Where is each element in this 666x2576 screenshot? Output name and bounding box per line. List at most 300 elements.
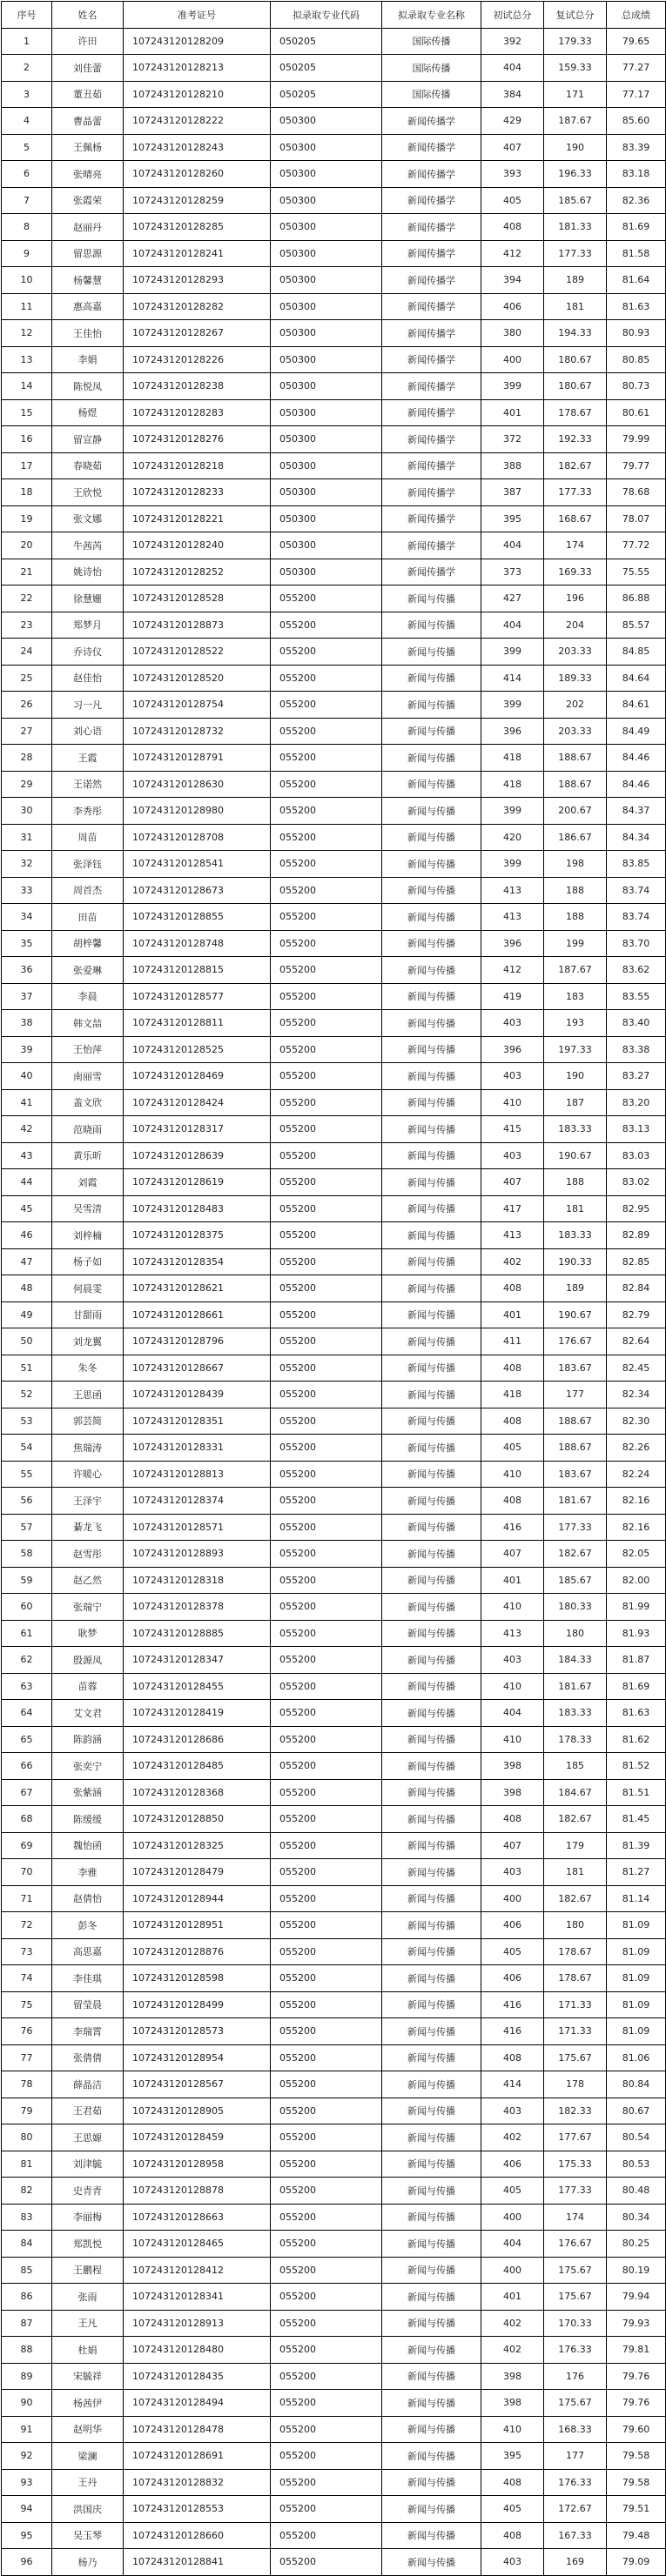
- table-row: [2, 1912, 666, 1939]
- name-cell: 杨茜伊: [52, 2390, 124, 2417]
- retest-score-cell: 169: [544, 2549, 607, 2576]
- initial-score-cell: 413: [481, 877, 544, 904]
- exam-id-cell: 107243120128455: [124, 1673, 271, 1700]
- index-cell: 16: [2, 426, 52, 453]
- initial-score-cell: 403: [481, 2549, 544, 2576]
- index-cell: 33: [2, 877, 52, 904]
- retest-score-cell: 175.67: [544, 2284, 607, 2311]
- total-score-cell: 84.34: [607, 824, 666, 851]
- name-cell: 梁澜: [52, 2443, 124, 2470]
- major-code-cell: 055200: [271, 2124, 382, 2151]
- index-cell: 44: [2, 1169, 52, 1196]
- retest-score-cell: 177.67: [544, 2124, 607, 2151]
- total-score-cell: 79.77: [607, 452, 666, 479]
- initial-score-cell: 408: [481, 2469, 544, 2496]
- major-name-cell: 新闻与传播: [382, 824, 481, 851]
- total-score-cell: 80.25: [607, 2231, 666, 2258]
- table-row: [2, 1567, 666, 1594]
- major-name-cell: 新闻与传播: [382, 2284, 481, 2311]
- table-row: [2, 81, 666, 108]
- initial-score-cell: 400: [481, 1885, 544, 1912]
- total-score-cell: 80.48: [607, 2178, 666, 2205]
- index-cell: 3: [2, 81, 52, 108]
- table-row: [2, 1355, 666, 1382]
- total-score-cell: 82.64: [607, 1328, 666, 1355]
- name-cell: 王怡萍: [52, 1036, 124, 1063]
- retest-score-cell: 181.33: [544, 214, 607, 241]
- exam-id-cell: 107243120128240: [124, 532, 271, 559]
- retest-score-cell: 169.33: [544, 559, 607, 585]
- table-row: [2, 2549, 666, 2576]
- major-name-cell: 新闻与传播: [382, 1620, 481, 1647]
- table-row: [2, 1036, 666, 1063]
- total-score-cell: 79.93: [607, 2310, 666, 2337]
- initial-score-cell: 418: [481, 745, 544, 772]
- table-row: [2, 2178, 666, 2205]
- index-cell: 5: [2, 134, 52, 161]
- name-cell: 周首杰: [52, 877, 124, 904]
- total-score-cell: 84.85: [607, 639, 666, 666]
- exam-id-cell: 107243120128465: [124, 2231, 271, 2258]
- total-score-cell: 81.52: [607, 1753, 666, 1780]
- name-cell: 宋毓祥: [52, 2363, 124, 2390]
- major-name-cell: 新闻与传播: [382, 639, 481, 666]
- initial-score-cell: 403: [481, 2098, 544, 2124]
- major-code-cell: 055200: [271, 1647, 382, 1674]
- total-score-cell: 81.09: [607, 1912, 666, 1939]
- total-score-cell: 81.39: [607, 1832, 666, 1859]
- exam-id-cell: 107243120128293: [124, 267, 271, 294]
- name-cell: 殷源凤: [52, 1647, 124, 1674]
- initial-score-cell: 415: [481, 1116, 544, 1143]
- table-row: [2, 639, 666, 666]
- major-code-cell: 050300: [271, 214, 382, 241]
- name-cell: 刘霞: [52, 1169, 124, 1196]
- major-code-cell: 055200: [271, 2310, 382, 2337]
- retest-score-cell: 171.33: [544, 2018, 607, 2045]
- initial-score-cell: 407: [481, 1541, 544, 1568]
- total-score-cell: 83.55: [607, 983, 666, 1010]
- index-cell: 24: [2, 639, 52, 666]
- initial-score-cell: 388: [481, 452, 544, 479]
- index-cell: 42: [2, 1116, 52, 1143]
- table-row: [2, 1301, 666, 1328]
- major-name-cell: 新闻与传播: [382, 665, 481, 692]
- index-cell: 65: [2, 1726, 52, 1753]
- initial-score-cell: 400: [481, 2257, 544, 2284]
- table-row: [2, 2044, 666, 2071]
- table-row: [2, 2231, 666, 2258]
- major-name-cell: 国际传播: [382, 55, 481, 82]
- total-score-cell: 80.34: [607, 2204, 666, 2231]
- total-score-cell: 81.69: [607, 214, 666, 241]
- retest-score-cell: 202: [544, 692, 607, 719]
- exam-id-cell: 107243120128873: [124, 612, 271, 639]
- major-code-cell: 055200: [271, 1965, 382, 1992]
- retest-score-cell: 178.67: [544, 1965, 607, 1992]
- major-name-cell: 新闻传播学: [382, 293, 481, 320]
- initial-score-cell: 392: [481, 28, 544, 55]
- major-code-cell: 055200: [271, 2390, 382, 2417]
- table-row: [2, 1991, 666, 2018]
- major-name-cell: 新闻与传播: [382, 1435, 481, 1462]
- table-row: [2, 320, 666, 347]
- name-cell: 张霞荣: [52, 187, 124, 214]
- index-cell: 22: [2, 585, 52, 612]
- total-score-cell: 81.14: [607, 1885, 666, 1912]
- exam-id-cell: 107243120128748: [124, 930, 271, 957]
- initial-score-cell: 403: [481, 1142, 544, 1169]
- initial-score-cell: 399: [481, 798, 544, 825]
- index-cell: 54: [2, 1435, 52, 1462]
- initial-score-cell: 408: [481, 1806, 544, 1833]
- retest-score-cell: 174: [544, 532, 607, 559]
- table-row: [2, 1859, 666, 1886]
- initial-score-cell: 396: [481, 930, 544, 957]
- exam-id-cell: 107243120128221: [124, 505, 271, 532]
- major-name-cell: 新闻传播学: [382, 267, 481, 294]
- initial-score-cell: 416: [481, 1514, 544, 1541]
- major-code-cell: 055200: [271, 1620, 382, 1647]
- index-cell: 6: [2, 161, 52, 188]
- total-score-cell: 81.51: [607, 1779, 666, 1806]
- retest-score-cell: 203.33: [544, 639, 607, 666]
- table-row: [2, 718, 666, 745]
- total-score-cell: 79.48: [607, 2522, 666, 2549]
- index-cell: 23: [2, 612, 52, 639]
- major-code-cell: 055200: [271, 1063, 382, 1090]
- retest-score-cell: 196: [544, 585, 607, 612]
- initial-score-cell: 406: [481, 1912, 544, 1939]
- name-cell: 赵倩怡: [52, 1885, 124, 1912]
- retest-score-cell: 182.67: [544, 1541, 607, 1568]
- exam-id-cell: 107243120128619: [124, 1169, 271, 1196]
- table-row: [2, 930, 666, 957]
- exam-id-cell: 107243120128528: [124, 585, 271, 612]
- initial-score-cell: 406: [481, 1965, 544, 1992]
- retest-score-cell: 171: [544, 81, 607, 108]
- retest-score-cell: 183.67: [544, 1461, 607, 1488]
- retest-score-cell: 192.33: [544, 426, 607, 453]
- initial-score-cell: 410: [481, 1726, 544, 1753]
- exam-id-cell: 107243120128259: [124, 187, 271, 214]
- major-name-cell: 新闻与传播: [382, 1089, 481, 1116]
- index-cell: 87: [2, 2310, 52, 2337]
- name-cell: 张晴亮: [52, 161, 124, 188]
- major-name-cell: 新闻与传播: [382, 1726, 481, 1753]
- index-cell: 84: [2, 2231, 52, 2258]
- name-cell: 李秀彤: [52, 798, 124, 825]
- table-row: [2, 1647, 666, 1674]
- retest-score-cell: 172.67: [544, 2496, 607, 2523]
- name-cell: 张瑞宁: [52, 1594, 124, 1621]
- exam-id-cell: 107243120128796: [124, 1328, 271, 1355]
- major-name-cell: 新闻与传播: [382, 1806, 481, 1833]
- total-score-cell: 80.73: [607, 373, 666, 400]
- retest-score-cell: 188: [544, 877, 607, 904]
- exam-id-cell: 107243120128708: [124, 824, 271, 851]
- initial-score-cell: 407: [481, 1832, 544, 1859]
- major-name-cell: 新闻传播学: [382, 373, 481, 400]
- name-cell: 周苗: [52, 824, 124, 851]
- exam-id-cell: 107243120128855: [124, 904, 271, 931]
- total-score-cell: 79.81: [607, 2337, 666, 2364]
- name-cell: 习一凡: [52, 692, 124, 719]
- retest-score-cell: 175.67: [544, 2257, 607, 2284]
- name-cell: 王佩杨: [52, 134, 124, 161]
- table-row: [2, 1222, 666, 1249]
- header-cell-retest-score: 复试总分: [544, 2, 607, 29]
- exam-id-cell: 107243120128686: [124, 1726, 271, 1753]
- exam-id-cell: 107243120128661: [124, 1301, 271, 1328]
- total-score-cell: 82.79: [607, 1301, 666, 1328]
- major-name-cell: 新闻传播学: [382, 399, 481, 426]
- exam-id-cell: 107243120128832: [124, 2469, 271, 2496]
- major-name-cell: 新闻与传播: [382, 2337, 481, 2364]
- initial-score-cell: 410: [481, 1089, 544, 1116]
- name-cell: 刘佳蕾: [52, 55, 124, 82]
- table-row: [2, 1142, 666, 1169]
- exam-id-cell: 107243120128598: [124, 1965, 271, 1992]
- major-code-cell: 055200: [271, 1806, 382, 1833]
- major-name-cell: 新闻与传播: [382, 612, 481, 639]
- name-cell: 张泽钰: [52, 851, 124, 878]
- index-cell: 73: [2, 1938, 52, 1965]
- initial-score-cell: 413: [481, 1222, 544, 1249]
- major-code-cell: 055200: [271, 2363, 382, 2390]
- initial-score-cell: 398: [481, 2390, 544, 2417]
- major-name-cell: 新闻与传播: [382, 1965, 481, 1992]
- initial-score-cell: 395: [481, 2443, 544, 2470]
- table-row: [2, 532, 666, 559]
- table-row: [2, 267, 666, 294]
- major-name-cell: 新闻与传播: [382, 1116, 481, 1143]
- total-score-cell: 77.27: [607, 55, 666, 82]
- total-score-cell: 78.07: [607, 505, 666, 532]
- total-score-cell: 81.09: [607, 1938, 666, 1965]
- name-cell: 王霞: [52, 745, 124, 772]
- exam-id-cell: 107243120128341: [124, 2284, 271, 2311]
- retest-score-cell: 190: [544, 134, 607, 161]
- exam-id-cell: 107243120128483: [124, 1195, 271, 1222]
- total-score-cell: 84.61: [607, 692, 666, 719]
- index-cell: 75: [2, 1991, 52, 2018]
- major-name-cell: 新闻与传播: [382, 877, 481, 904]
- major-code-cell: 055200: [271, 1912, 382, 1939]
- major-name-cell: 新闻与传播: [382, 1514, 481, 1541]
- initial-score-cell: 402: [481, 1248, 544, 1275]
- index-cell: 52: [2, 1382, 52, 1408]
- total-score-cell: 83.39: [607, 134, 666, 161]
- index-cell: 70: [2, 1859, 52, 1886]
- major-name-cell: 新闻传播学: [382, 187, 481, 214]
- major-code-cell: 055200: [271, 585, 382, 612]
- initial-score-cell: 403: [481, 1647, 544, 1674]
- total-score-cell: 79.76: [607, 2363, 666, 2390]
- total-score-cell: 83.13: [607, 1116, 666, 1143]
- major-code-cell: 055200: [271, 639, 382, 666]
- retest-score-cell: 187: [544, 1089, 607, 1116]
- major-name-cell: 新闻与传播: [382, 1195, 481, 1222]
- major-code-cell: 055200: [271, 824, 382, 851]
- name-cell: 郑凯悦: [52, 2231, 124, 2258]
- table-row: [2, 2284, 666, 2311]
- exam-id-cell: 107243120128210: [124, 81, 271, 108]
- table-row: [2, 399, 666, 426]
- initial-score-cell: 403: [481, 1859, 544, 1886]
- name-cell: 王思函: [52, 1382, 124, 1408]
- retest-score-cell: 177: [544, 2443, 607, 2470]
- exam-id-cell: 107243120128905: [124, 2098, 271, 2124]
- major-name-cell: 新闻与传播: [382, 2098, 481, 2124]
- retest-score-cell: 179.33: [544, 28, 607, 55]
- name-cell: 朱冬: [52, 1355, 124, 1382]
- major-code-cell: 050300: [271, 559, 382, 585]
- index-cell: 59: [2, 1567, 52, 1594]
- major-name-cell: 新闻与传播: [382, 1594, 481, 1621]
- major-code-cell: 055200: [271, 2178, 382, 2205]
- major-name-cell: 新闻与传播: [382, 957, 481, 984]
- exam-id-cell: 107243120128276: [124, 426, 271, 453]
- total-score-cell: 83.74: [607, 877, 666, 904]
- index-cell: 85: [2, 2257, 52, 2284]
- table-row: [2, 877, 666, 904]
- retest-score-cell: 181: [544, 1195, 607, 1222]
- name-cell: 耿梦: [52, 1620, 124, 1647]
- initial-score-cell: 410: [481, 1673, 544, 1700]
- retest-score-cell: 180.67: [544, 346, 607, 373]
- index-cell: 32: [2, 851, 52, 878]
- retest-score-cell: 181: [544, 1859, 607, 1886]
- major-code-cell: 050300: [271, 452, 382, 479]
- major-name-cell: 新闻与传播: [382, 1461, 481, 1488]
- major-code-cell: 055200: [271, 771, 382, 798]
- initial-score-cell: 398: [481, 2363, 544, 2390]
- retest-score-cell: 176: [544, 2363, 607, 2390]
- total-score-cell: 85.57: [607, 612, 666, 639]
- index-cell: 78: [2, 2071, 52, 2098]
- name-cell: 张奕宁: [52, 1753, 124, 1780]
- major-name-cell: 新闻与传播: [382, 2443, 481, 2470]
- major-code-cell: 055200: [271, 1567, 382, 1594]
- table-row: [2, 452, 666, 479]
- name-cell: 薛晶洁: [52, 2071, 124, 2098]
- total-score-cell: 81.27: [607, 1859, 666, 1886]
- table-row: [2, 692, 666, 719]
- exam-id-cell: 107243120128439: [124, 1382, 271, 1408]
- table-row: [2, 2363, 666, 2390]
- exam-id-cell: 107243120128351: [124, 1408, 271, 1435]
- table-row: [2, 240, 666, 267]
- table-row: [2, 2124, 666, 2151]
- major-code-cell: 055200: [271, 1275, 382, 1302]
- initial-score-cell: 427: [481, 585, 544, 612]
- major-code-cell: 055200: [271, 1885, 382, 1912]
- name-cell: 杜娟: [52, 2337, 124, 2364]
- table-row: [2, 559, 666, 585]
- major-name-cell: 新闻与传播: [382, 1408, 481, 1435]
- exam-id-cell: 107243120128260: [124, 161, 271, 188]
- total-score-cell: 78.68: [607, 479, 666, 506]
- major-name-cell: 新闻与传播: [382, 1912, 481, 1939]
- table-row: [2, 2204, 666, 2231]
- initial-score-cell: 414: [481, 665, 544, 692]
- index-cell: 17: [2, 452, 52, 479]
- total-score-cell: 79.99: [607, 426, 666, 453]
- exam-id-cell: 107243120128354: [124, 1248, 271, 1275]
- major-name-cell: 新闻与传播: [382, 771, 481, 798]
- major-name-cell: 新闻与传播: [382, 1647, 481, 1674]
- initial-score-cell: 413: [481, 904, 544, 931]
- retest-score-cell: 194.33: [544, 320, 607, 347]
- initial-score-cell: 393: [481, 161, 544, 188]
- total-score-cell: 80.67: [607, 2098, 666, 2124]
- major-name-cell: 新闻与传播: [382, 1301, 481, 1328]
- total-score-cell: 82.26: [607, 1435, 666, 1462]
- table-row: [2, 585, 666, 612]
- exam-id-cell: 107243120128469: [124, 1063, 271, 1090]
- header-cell-major-code: 拟录取专业代码: [271, 2, 382, 29]
- name-cell: 高思嘉: [52, 1938, 124, 1965]
- major-code-cell: 055200: [271, 2204, 382, 2231]
- exam-id-cell: 107243120128233: [124, 479, 271, 506]
- exam-id-cell: 107243120128630: [124, 771, 271, 798]
- retest-score-cell: 190.33: [544, 1248, 607, 1275]
- major-name-cell: 新闻与传播: [382, 1328, 481, 1355]
- exam-id-cell: 107243120128815: [124, 957, 271, 984]
- initial-score-cell: 410: [481, 1594, 544, 1621]
- exam-id-cell: 107243120128435: [124, 2363, 271, 2390]
- table-row: [2, 373, 666, 400]
- table-row: [2, 1328, 666, 1355]
- table-row: [2, 214, 666, 241]
- index-cell: 39: [2, 1036, 52, 1063]
- major-code-cell: 055200: [271, 2151, 382, 2178]
- total-score-cell: 79.58: [607, 2443, 666, 2470]
- major-code-cell: 055200: [271, 1541, 382, 1568]
- index-cell: 58: [2, 1541, 52, 1568]
- major-name-cell: 新闻与传播: [382, 2390, 481, 2417]
- retest-score-cell: 183.33: [544, 1700, 607, 1727]
- initial-score-cell: 380: [481, 320, 544, 347]
- major-name-cell: 新闻与传播: [382, 2416, 481, 2443]
- name-cell: 田苗: [52, 904, 124, 931]
- name-cell: 焦瑞涛: [52, 1435, 124, 1462]
- major-name-cell: 国际传播: [382, 28, 481, 55]
- major-code-cell: 055200: [271, 665, 382, 692]
- initial-score-cell: 417: [481, 1195, 544, 1222]
- exam-id-cell: 107243120128667: [124, 1355, 271, 1382]
- exam-id-cell: 107243120128525: [124, 1036, 271, 1063]
- major-code-cell: 050300: [271, 373, 382, 400]
- total-score-cell: 81.63: [607, 1700, 666, 1727]
- name-cell: 郭芸简: [52, 1408, 124, 1435]
- total-score-cell: 84.64: [607, 665, 666, 692]
- total-score-cell: 81.09: [607, 2018, 666, 2045]
- major-code-cell: 055200: [271, 1461, 382, 1488]
- table-row: [2, 745, 666, 772]
- major-code-cell: 055200: [271, 1036, 382, 1063]
- total-score-cell: 81.06: [607, 2044, 666, 2071]
- major-code-cell: 055200: [271, 718, 382, 745]
- retest-score-cell: 178.33: [544, 1726, 607, 1753]
- table-row: [2, 1753, 666, 1780]
- index-cell: 83: [2, 2204, 52, 2231]
- name-cell: 李娟: [52, 346, 124, 373]
- initial-score-cell: 404: [481, 612, 544, 639]
- major-name-cell: 新闻与传播: [382, 1832, 481, 1859]
- index-cell: 34: [2, 904, 52, 931]
